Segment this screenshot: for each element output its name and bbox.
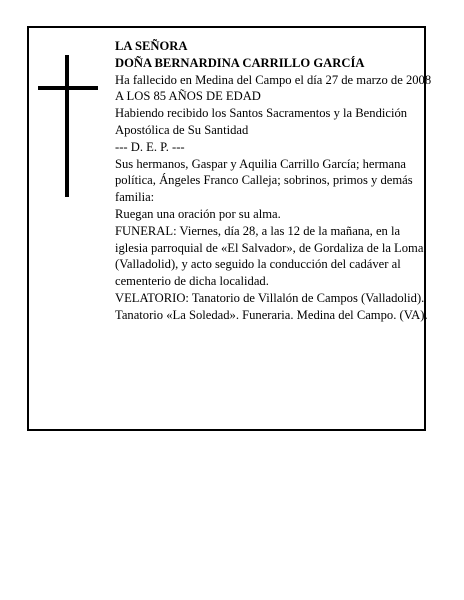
deceased-name: DOÑA BERNARDINA CARRILLO GARCÍA xyxy=(115,55,365,70)
cross-vertical-bar xyxy=(65,55,69,197)
rip-line: --- D. E. P. --- xyxy=(115,139,185,154)
funeral-home: Tanatorio «La Soledad». Funeraria. Medina del Campo. (VA). xyxy=(115,307,428,322)
header-title: LA SEÑORA xyxy=(115,39,188,53)
prayer-request: Ruegan una oración por su alma. xyxy=(115,206,281,221)
family-paragraph: Sus hermanos, Gaspar y Aquilia Carrillo García; hermana política, Ángeles Franco Calleja; sobrinos, primos y demás familia: xyxy=(115,156,413,205)
age-statement: A LOS 85 AÑOS DE EDAD xyxy=(115,89,261,104)
death-statement: Ha fallecido en Medina del Campo el día 27 de marzo de 2008 xyxy=(115,72,432,87)
obituary-text xyxy=(115,38,433,324)
wake-details: VELATORIO: Tanatorio de Villalón de Campos (Valladolid). xyxy=(115,290,425,305)
sacraments-statement: Habiendo recibido los Santos Sacramentos y la Bendición Apostólica de Su Santidad xyxy=(115,106,408,137)
funeral-details: FUNERAL: Viernes, día 28, a las 12 de la mañana, en la iglesia parroquial de «El Salvador», de Gordaliza de la Loma (Valladolid), y acto seguido la conducción del cadáver al cementerio de dicha localidad. xyxy=(115,223,424,289)
cross-horizontal-bar xyxy=(38,86,98,90)
cross-icon xyxy=(38,55,98,197)
